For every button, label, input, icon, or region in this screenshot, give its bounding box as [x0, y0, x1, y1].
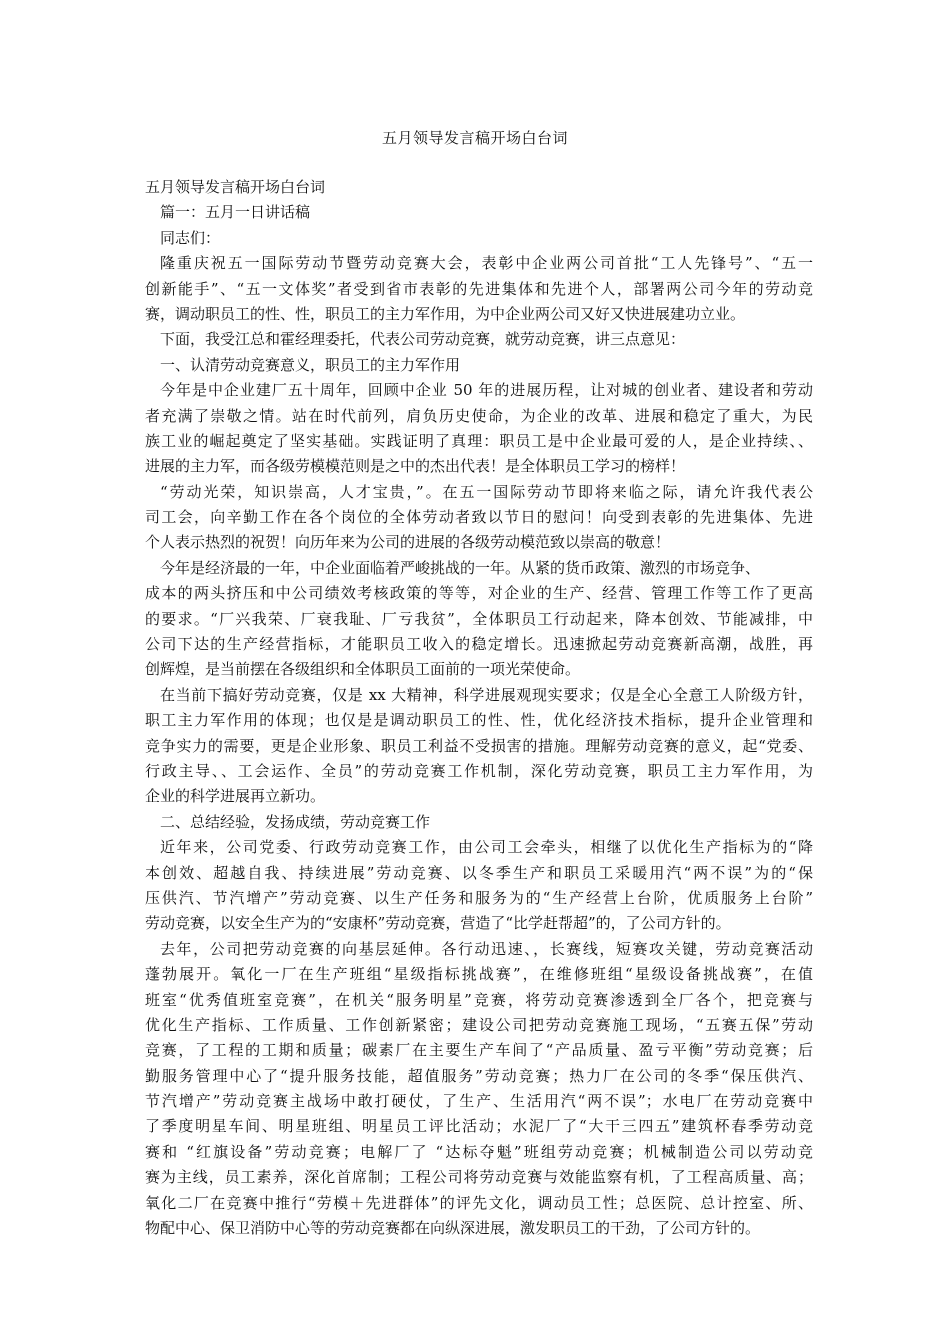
text-line: 创新能手”、“五一文体奖”者受到省市表彰的先进集体和先进个人，部署两公司今年的劳动竞	[145, 279, 813, 298]
text-line: 职工主力军作用的体现；也仅是是调动职员工的性、性，优化经济技术指标，提升企业管理和	[145, 711, 813, 730]
text-line: 赛和 “红旗设备”劳动竞赛；电解厂了 “达标夺魁”班组劳动竞赛；机械制造公司以劳动竞	[145, 1142, 813, 1161]
text-line: 压供汽、节汽增产”劳动竞赛、以生产任务和服务为的“生产经营上台阶，优质服务上台阶”	[145, 888, 813, 907]
text-line: “劳动光荣，知识崇高，人才宝贵，”。在五一国际劳动节即将来临之际，请允许我代表公	[160, 482, 813, 501]
text-line: 公司下达的生产经营指标，才能职员工收入的稳定增长。迅速掀起劳动竞赛新高潮，战胜，再	[145, 635, 813, 654]
text-line: 司工会，向辛勤工作在各个岗位的全体劳动者致以节日的慰问！向受到表彰的先进集体、先进	[145, 508, 813, 527]
text-line: 竞赛，了工程的工期和质量；碳素厂在主要生产车间了“产品质量、盈亏平衡”劳动竞赛；后	[145, 1041, 813, 1060]
text-line: 篇一：五月一日讲话稿	[160, 203, 311, 222]
text-line: 竞争实力的需要，更是企业形象、职员工利益不受损害的措施。理解劳动竞赛的意义，起“党委、	[145, 736, 813, 755]
text-line: 本创效、超越自我、持续进展”劳动竞赛、以冬季生产和职员工采暖用汽“两不误”为的“保	[145, 863, 813, 882]
text-line: 了季度明星车间、明星班组、明星员工评比活动；水泥厂了“大干三四五”建筑杯春季劳动竞	[145, 1117, 813, 1136]
text-line: 企业的科学进展再立新功。	[145, 787, 326, 806]
text-line: 一、认清劳动竞赛意义，职员工的主力军作用	[160, 355, 461, 374]
text-line: 成本的两头挤压和中公司绩效考核政策的等等，对企业的生产、经营、管理工作等工作了更高	[145, 584, 813, 603]
text-line: 勤服务管理中心了“提升服务技能，超值服务”劳动竞赛；热力厂在公司的冬季“保压供汽、	[145, 1066, 813, 1085]
text-line: 下面，我受江总和霍经理委托，代表公司劳动竞赛，就劳动竞赛，讲三点意见：	[160, 330, 686, 349]
text-line: 去年，公司把劳动竞赛的向基层延伸。各行动迅速、，长赛线，短赛攻关键，劳动竞赛活动	[160, 939, 813, 958]
text-line: 二、总结经验，发扬成绩，劳动竞赛工作	[160, 812, 431, 831]
text-line: 近年来，公司党委、行政劳动竞赛工作，由公司工会牵头，相继了以优化生产指标为的“降	[160, 838, 813, 857]
text-line: 同志们：	[160, 228, 221, 247]
text-line: 族工业的崛起奠定了坚实基础。实践证明了真理：职员工是中企业最可爱的人，是企业持续、、	[145, 431, 813, 450]
text-line: 行政主导、、工会运作、全员”的劳动竞赛工作机制，深化劳动竞赛，职员工主力军作用，为	[145, 761, 813, 780]
text-line: 赛，调动职员工的性、性，职员工的主力军作用，为中企业两公司又好又快进展建功立业。	[145, 304, 746, 323]
text-line: 隆重庆祝五一国际劳动节暨劳动竞赛大会，表彰中企业两公司首批“工人先锋号”、“五一	[160, 254, 813, 273]
text-line: 物配中心、保卫消防中心等的劳动竞赛都在向纵深进展，激发职员工的干劲，了公司方针的。	[145, 1219, 761, 1238]
text-line: 五月领导发言稿开场白台词	[145, 178, 326, 196]
text-line: 今年是中企业建厂五十周年，回顾中企业 50 年的进展历程，让对城的创业者、建设者和劳动	[160, 381, 813, 400]
text-line: 今年是经济最的一年，中企业面临着严峻挑战的一年。从紧的货币政策、激烈的市场竞争、	[160, 558, 761, 577]
text-line: 进展的主力军，而各级劳模模范则是之中的杰出代表！是全体职员工学习的榜样！	[145, 457, 686, 476]
text-line: 者充满了崇敬之情。站在时代前列，肩负历史使命，为企业的改革、进展和稳定了重大，为民	[145, 406, 813, 425]
text-line: 氧化二厂在竞赛中推行“劳模＋先进群体”的评先文化，调动员工性；总医院、总计控室、所、	[145, 1193, 813, 1212]
text-line: 蓬勃展开。氧化一厂在生产班组“星级指标挑战赛”，在维修班组“星级设备挑战赛”，在值	[145, 965, 813, 984]
text-line: 创辉煌，是当前摆在各级组织和全体职员工面前的一项光荣使命。	[145, 660, 581, 679]
text-line: 的要求。“厂兴我荣、厂衰我耻、厂亏我贫”，全体职员工行动起来，降本创效、节能减排，中	[145, 609, 813, 628]
text-line: 优化生产指标、工作质量、工作创新紧密；建设公司把劳动竞赛施工现场，“五赛五保”劳动	[145, 1015, 813, 1034]
text-line: 劳动竞赛，以安全生产为的“安康杯”劳动竞赛，营造了“比学赶帮超”的，了公司方针的。	[145, 914, 731, 933]
text-line: 班室“优秀值班室竞赛”，在机关“服务明星”竞赛，将劳动竞赛渗透到全厂各个，把竞赛与	[145, 990, 813, 1009]
text-line: 个人表示热烈的祝贺！向历年来为公司的进展的各级劳动模范致以崇高的敬意！	[145, 533, 671, 552]
document-title: 五月领导发言稿开场白台词	[381, 129, 568, 147]
document-body	[145, 175, 813, 1241]
text-line: 在当前下搞好劳动竞赛，仅是 xx 大精神，科学进展观现实要求；仅是全心全意工人阶级方针，	[160, 685, 813, 704]
text-line: 节汽增产”劳动竞赛主战场中敢打硬仗，了生产、生活用汽“两不误”；水电厂在劳动竞赛中	[145, 1092, 813, 1111]
text-line: 赛为主线，员工素养，深化首席制；工程公司将劳动竞赛与效能监察有机，了工程高质量、高；	[145, 1168, 813, 1187]
